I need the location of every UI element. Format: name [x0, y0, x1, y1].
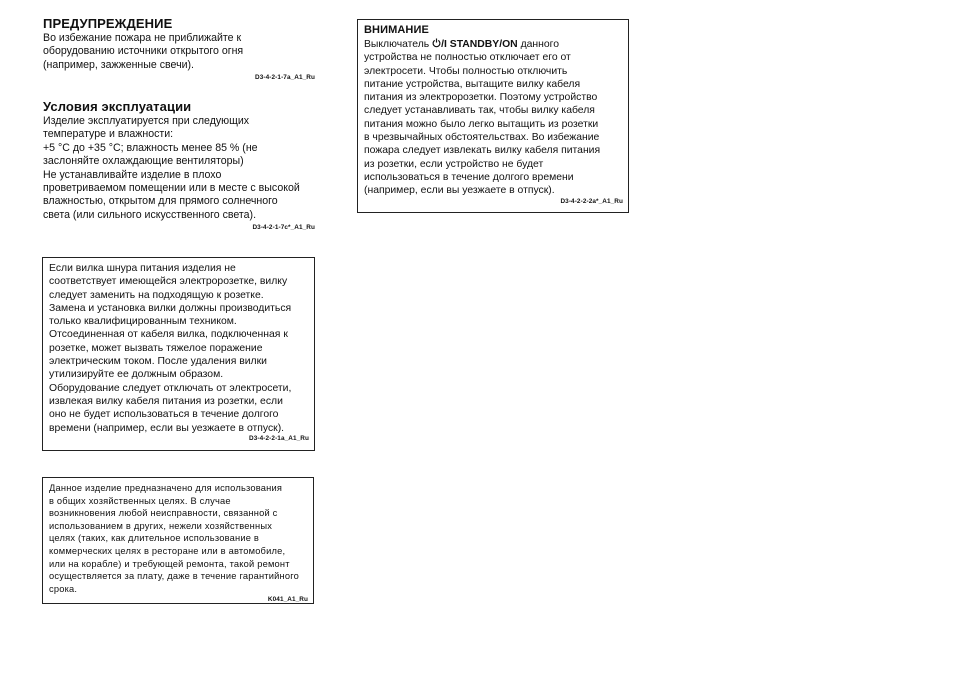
household-notice-code: K041_A1_Ru — [267, 596, 308, 604]
warning-text: Во избежание пожара не приближайте к оборудованию источники открытого огня (например, зажженные свечи). — [43, 32, 244, 71]
operating-conditions-text: Изделие эксплуатируется при следующих температуре и влажности: +5 °C до +35 °C; влажность менее 85 % (не заслоняйте охлаждающие вентиляторы) Не устанавливайте изделие в плохо проветриваемом помещении или в месте с высокой влажностью, открытом для прямого солнечного света (или сильного искусственного света). — [43, 115, 300, 221]
attention-lead-after: данного — [517, 39, 560, 50]
warning-section — [43, 16, 315, 81]
attention-text: устройства не полностью отключает его от электросети. Чтобы полностью отключить питание устройства, вытащите вилку кабеля питания из электророзетки. Поэтому устройство следует устанавливать так, чтобы вилку кабеля питания можно было легко вытащить из розетки в чрезвычайных обстоятельствах. Во избежание пожара следует извлекать вилку кабеля питания из розетки, если устройство не будет использоваться в течение долгого времени (например, если вы уезжаете в отпуск). — [364, 52, 601, 197]
attention-box — [357, 19, 629, 213]
attention-lead — [364, 38, 623, 51]
attention-lead-before: Выключатель — [364, 39, 433, 50]
operating-conditions-code: D3-4-2-1-7c*_A1_Ru — [252, 224, 315, 232]
household-notice-text: Данное изделие предназначено для использования в общих хозяйственных целях. В случае возникновения любой неисправности, связанной с использованием в других, нежели хозяйственных целях (таких, как длительное использование в коммерческих целях в ресторане или в автомобиле, или на корабле) и требующей ремонта, такой ремонт осуществляется за плату, даже в течение гарантийного срока. — [49, 483, 299, 594]
plug-notice-text: Если вилка шнура питания изделия не соответствует имеющейся электророзетке, вилку следует заменить на подходящую к розетке. Замена и установка вилки должны производиться только квалифицированным техником. Отсоединенная от кабеля вилка, подключенная к розетке, может вызвать тяжелое поражение электрическим током. После удаления вилки утилизируйте ее должным образом. Оборудование следует отключать от электросети, извлекая вилку кабеля питания из розетки, если оно не будет использоваться в течение долгого времени (например, если вы уезжаете в отпуск). — [49, 263, 292, 434]
plug-notice-code: D3-4-2-2-1a_A1_Ru — [249, 434, 309, 442]
warning-title: ПРЕДУПРЕЖДЕНИЕ — [43, 16, 173, 31]
standby-switch-label: /I STANDBY/ON — [441, 39, 518, 50]
household-notice-box — [42, 477, 314, 604]
attention-title: ВНИМАНИЕ — [364, 24, 429, 36]
standby-power-icon — [432, 39, 441, 50]
attention-code: D3-4-2-2-2a*_A1_Ru — [560, 197, 623, 205]
plug-notice-box — [42, 257, 315, 451]
operating-conditions-section — [43, 99, 315, 231]
warning-code: D3-4-2-1-7a_A1_Ru — [255, 74, 315, 82]
operating-conditions-title: Условия эксплуатации — [43, 99, 192, 114]
